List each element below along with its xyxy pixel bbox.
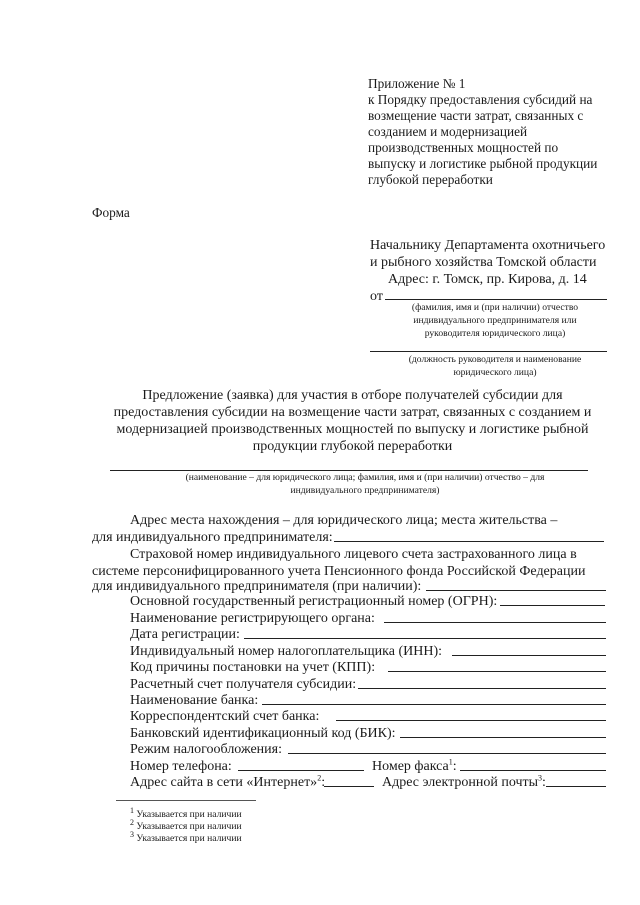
corr-account-field[interactable] xyxy=(336,720,606,721)
appendix-line: созданием и модернизацией xyxy=(368,124,528,139)
appendix-line: производственных мощностей по xyxy=(368,140,559,155)
website-field[interactable] xyxy=(324,786,374,787)
account-field[interactable] xyxy=(358,688,606,689)
phone-label: Номер телефона: xyxy=(130,759,232,774)
reg-body-label: Наименование регистрирующего органа: xyxy=(130,611,375,626)
snils-label: системе персонифицированного учета Пенсионного фонда Российской Федерации xyxy=(92,564,586,579)
corr-account-label: Корреспондентский счет банка: xyxy=(130,709,320,724)
footnote: $^1$ Указывается при наличии xyxy=(130,805,242,820)
reg-body-field[interactable] xyxy=(384,622,606,623)
kpp-label: Код причины постановки на учет (КПП): xyxy=(130,660,376,675)
website-footnote-ref: 2 xyxy=(317,773,322,783)
document-title: Предложение (заявка) для участия в отборе получателей субсидии для предоставления субсидии на возмещение части затрат, связанных с созданием и модернизацией производственных мощностей по выпуску и логистике рыбной продукции глубокой переработки xyxy=(113,388,592,454)
account-label: Расчетный счет получателя субсидии: xyxy=(130,677,357,692)
phone-field[interactable] xyxy=(238,770,364,771)
from-label: от xyxy=(370,289,383,304)
inn-field[interactable] xyxy=(452,655,606,656)
name-hint: (фамилия, имя и (при наличии) отчество индивидуального предпринимателя или руководителя юридического лица) xyxy=(411,302,579,339)
addressee-line: и рыбного хозяйства Томской области xyxy=(370,255,597,270)
appendix-line: глубокой переработки xyxy=(368,172,493,187)
kpp-field[interactable] xyxy=(388,671,606,672)
email-label: Адрес электронной почты$^3$: xyxy=(382,773,546,790)
form-label: Форма xyxy=(92,205,130,220)
ogrn-field[interactable] xyxy=(500,605,605,606)
appendix-line: выпуску и логистике рыбной продукции xyxy=(368,156,598,171)
position-field[interactable] xyxy=(370,351,607,352)
ogrn-label: Основной государственный регистрационный номер (ОГРН): xyxy=(130,594,498,609)
bik-field[interactable] xyxy=(400,737,606,738)
addressee-line: Начальнику Департамента охотничьего xyxy=(370,238,606,253)
website-label: Адрес сайта в сети «Интернет»$^2$: xyxy=(130,773,326,790)
email-field[interactable] xyxy=(546,786,606,787)
appendix-block xyxy=(368,76,597,188)
tax-regime-label: Режим налогообложения: xyxy=(130,742,282,757)
bik-label: Банковский идентификационный код (БИК): xyxy=(130,726,396,741)
fax-label: Номер факса$^1$: xyxy=(372,757,457,774)
footnote: $^2$ Указывается при наличии xyxy=(130,817,242,832)
address-label: Адрес места нахождения – для юридического лица; места жительства – xyxy=(130,513,558,528)
footnote: $^3$ Указывается при наличии xyxy=(130,829,242,844)
reg-date-label: Дата регистрации: xyxy=(130,627,240,642)
position-hint: (должность руководителя и наименование юридического лица) xyxy=(408,354,582,378)
snils-field[interactable] xyxy=(426,590,606,591)
appendix-line: возмещение части затрат, связанных с xyxy=(368,108,584,123)
snils-label: для индивидуального предпринимателя (при наличии): xyxy=(92,579,422,594)
reg-date-field[interactable] xyxy=(244,638,606,639)
inn-label: Индивидуальный номер налогоплательщика (ИНН): xyxy=(130,644,443,659)
appendix-line: Приложение № 1 xyxy=(368,76,466,91)
snils-label: Страховой номер индивидуального лицевого счета застрахованного лица в xyxy=(130,547,577,562)
fax-field[interactable] xyxy=(460,770,606,771)
appendix-line: к Порядку предоставления субсидий на xyxy=(368,92,593,107)
applicant-hint: (наименование – для юридического лица; фамилия, имя и (при наличии) отчество – для индивидуального предпринимателя) xyxy=(185,472,545,496)
from-name-field[interactable] xyxy=(385,299,607,300)
email-footnote-ref: 3 xyxy=(538,773,543,783)
address-label: для индивидуального предпринимателя: xyxy=(92,530,333,545)
bank-field[interactable] xyxy=(262,704,606,705)
addressee-line: Адрес: г. Томск, пр. Кирова, д. 14 xyxy=(388,272,587,287)
bank-label: Наименование банка: xyxy=(130,693,259,708)
fax-footnote-ref: 1 xyxy=(448,757,453,767)
address-field[interactable] xyxy=(334,541,604,542)
footnote-separator xyxy=(116,800,256,801)
tax-regime-field[interactable] xyxy=(288,753,606,754)
